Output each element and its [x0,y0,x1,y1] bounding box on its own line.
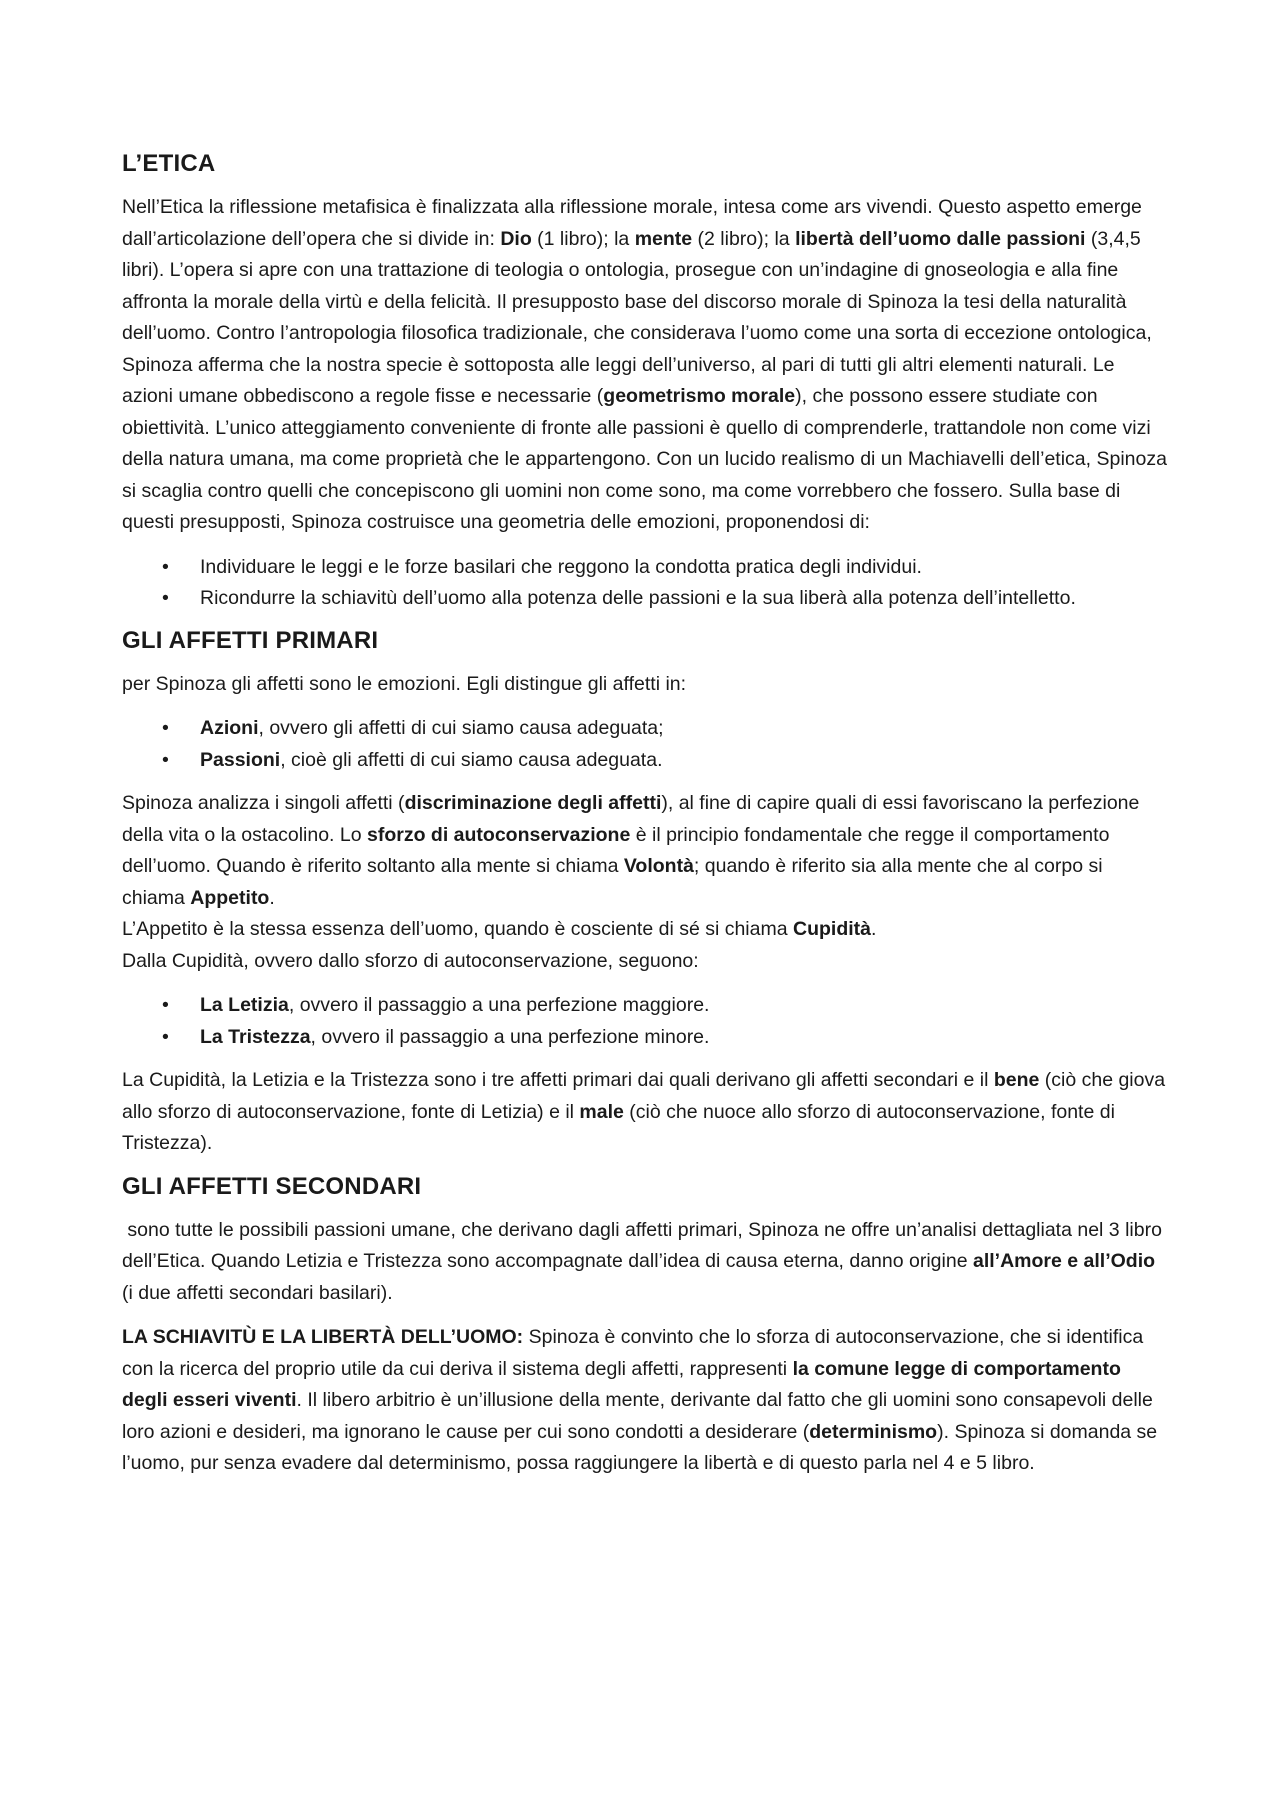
bullet-list-affetti [122,713,1170,776]
paragraph-affetti-analisi: Spinoza analizza i singoli affetti (discriminazione degli affetti), al fine di capire quali di essi favoriscano la perfezione della vita o la ostacolino. Lo sforzo di autoconservazione è il principio fondamentale che regge il comportamento dell’uomo. Quando è riferito soltanto alla mente si chiama Volontà; quando è riferito sia alla mente che al corpo si chiama Appetito. [122,792,1140,909]
bullet-icon: • [162,748,169,771]
paragraph-affetti-primari-sintesi: La Cupidità, la Letizia e la Tristezza sono i tre affetti primari dai quali derivano gli affetti secondari e il bene (ciò che giova allo sforzo di autoconservazione, fonte di Letizia) e il male (ciò che nuoce allo sforzo di autoconservazione, fonte di Tristezza). [122,1069,1166,1154]
list-item: • Individuare le leggi e le forze basilari che reggono la condotta pratica degli individui. [122,552,1170,584]
heading-etica: L’ETICA [122,150,216,177]
paragraph-schiavitu-liberta: LA SCHIAVITÙ E LA LIBERTÀ DELL’UOMO: Spinoza è convinto che lo sforza di autoconservazione, che si identifica con la ricerca del proprio utile da cui deriva il sistema degli affetti, rappresenti la comune legge di comportamento degli esseri viventi. Il libero arbitrio è un’illusione della mente, derivante dal fatto che gli uomini sono consapevoli delle loro azioni e desideri, ma ignorano le cause per cui sono condotti a desiderare (determinismo). Spinoza si domanda se l’uomo, pur senza evadere dal determinismo, possa raggiungere la libertà e di questo parla nel 4 e 5 libro. [122,1326,1158,1474]
heading-affetti-secondari: GLI AFFETTI SECONDARI [122,1172,422,1200]
list-item: • La Letizia, ovvero il passaggio a una perfezione maggiore. [122,990,1170,1022]
heading-affetti-primari: GLI AFFETTI PRIMARI [122,626,379,654]
bullet-list-letizia [122,990,1170,1053]
bullet-icon: • [162,555,169,578]
bullet-icon: • [162,1025,169,1048]
bullet-icon: • [162,717,169,739]
paragraph-affetti-intro: per Spinoza gli affetti sono le emozioni. Egli distingue gli affetti in: [122,672,687,695]
list-item: • Ricondurre la schiavitù dell’uomo alla potenza delle passioni e la sua liberà alla potenza dell’intelletto. [122,583,1170,615]
list-item: • La Tristezza, ovvero il passaggio a una perfezione minore. [122,1022,1170,1054]
bullet-icon: • [162,994,169,1016]
list-item: • Azioni, ovvero gli affetti di cui siamo causa adeguata; [122,713,1170,745]
paragraph-affetti-secondari: sono tutte le possibili passioni umane, che derivano dagli affetti primari, Spinoza ne offre un’analisi dettagliata nel 3 libro dell’Etica. Quando Letizia e Tristezza sono accompagnate dall’idea di causa eterna, danno origine all’Amore e all’Odio (i due affetti secondari basilari). [122,1218,1168,1304]
paragraph-appetito: L’Appetito è la stessa essenza dell’uomo, quando è cosciente di sé si chiama Cupidità. [122,918,877,940]
paragraph-etica: Nell’Etica la riflessione metafisica è finalizzata alla riflessione morale, intesa come ars vivendi. Questo aspetto emerge dall’articolazione dell’opera che si divide in: Dio (1 libro); la mente (2 libro); la libertà dell’uomo dalle passioni (3,4,5 libri). L’opera si apre con una trattazione di teologia o ontologia, prosegue con un’indagine di gnoseologia e alla fine affronta la morale della virtù e della felicità. Il presupposto base del discorso morale di Spinoza la tesi della naturalità dell’uomo. Contro l’antropologia filosofica tradizionale, che considerava l’uomo come una sorta di eccezione ontologica, Spinoza afferma che la nostra specie è sottoposta alle leggi dell’universo, al pari di tutti gli altri elementi naturali. Le azioni umane obbediscono a regole fisse e necessarie (geometrismo morale), che possono essere studiate con obiettività. L’unico atteggiamento conveniente di fronte alle passioni è quello di comprenderle, trattandole non come vizi della natura umana, ma come proprietà che le appartengono. Con un lucido realismo di un Machiavelli dell’etica, Spinoza si scaglia contro quelli che concepiscono gli uomini non come sono, ma come vorrebbero che fossero. Sulla base di questi presupposti, Spinoza costruisce una geometria delle emozioni, proponendosi di: [122,196,1167,533]
list-item: • Passioni, cioè gli affetti di cui siamo causa adeguata. [122,745,1170,777]
bullet-icon: • [162,587,169,609]
bullet-list-etica [122,552,1170,615]
paragraph-cupidita: Dalla Cupidità, ovvero dallo sforzo di autoconservazione, seguono: [122,949,699,972]
